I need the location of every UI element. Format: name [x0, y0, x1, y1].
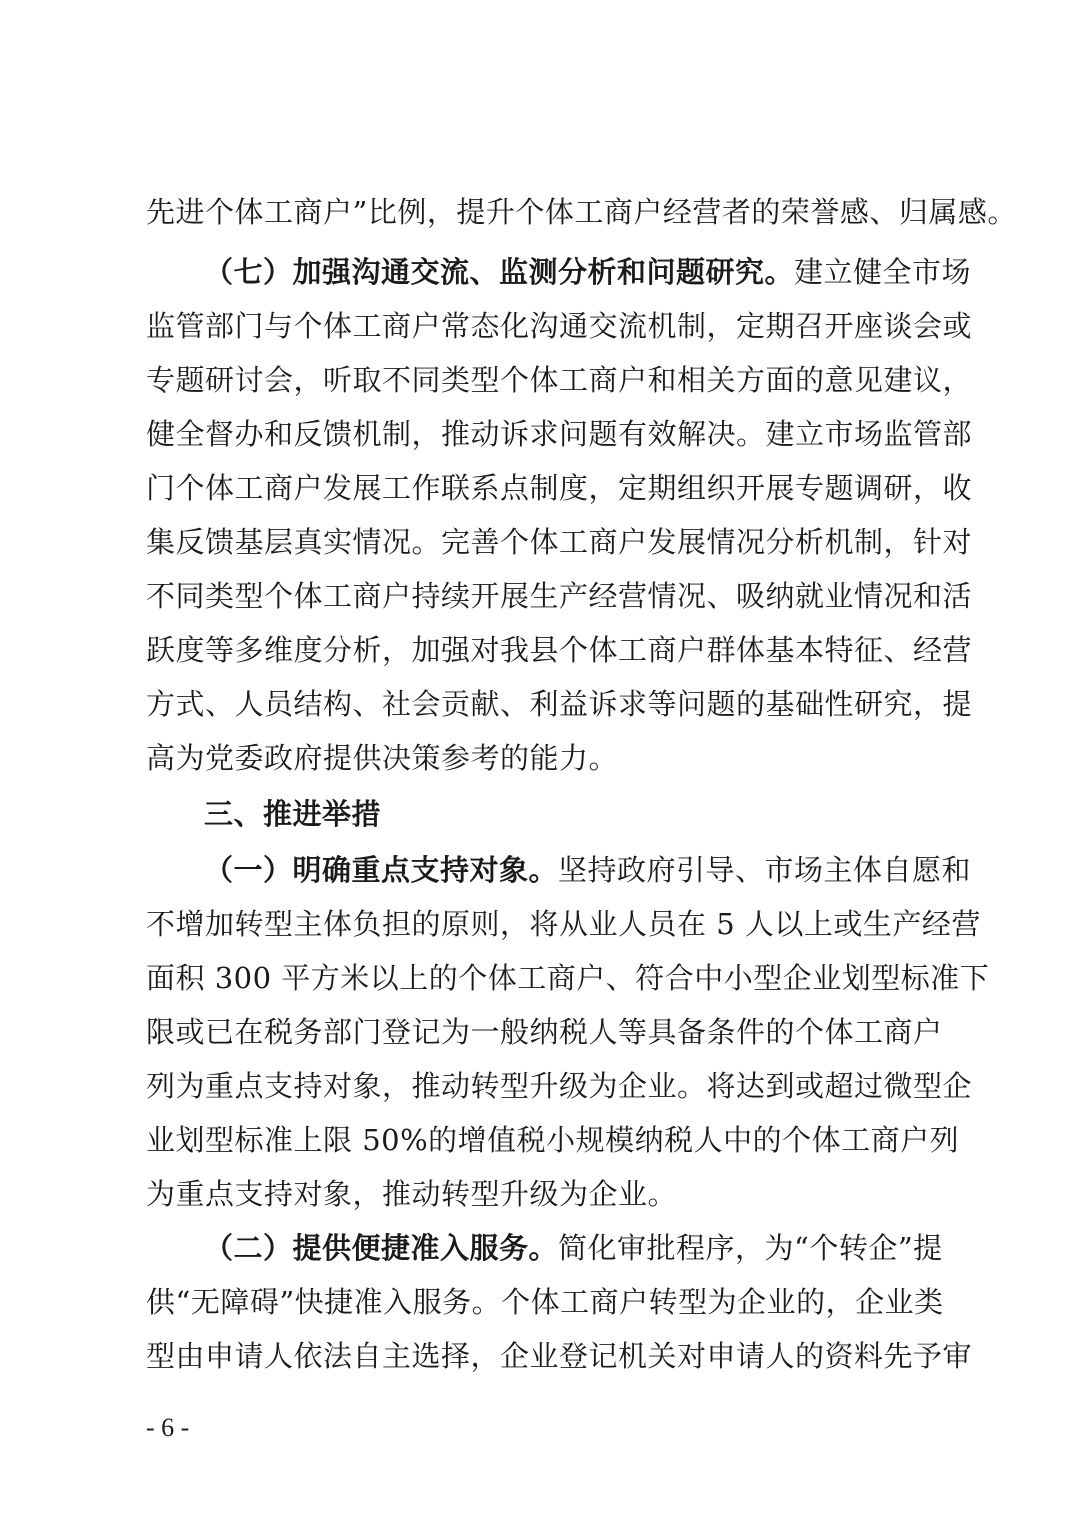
paragraph-line: [146, 1282, 944, 1322]
line-text: 限或已在税务部门登记为一般纳税人等具备条件的个体工商户: [146, 1015, 943, 1049]
line-text: 不同类型个体工商户持续开展生产经营情况、吸纳就业情况和活: [146, 579, 973, 613]
line-text: 不增加转型主体负担的原则，将从业人员在 5 人以上或生产经营: [146, 907, 981, 941]
paragraph-line: [146, 958, 990, 998]
paragraph-line: [146, 306, 973, 346]
paragraph-line: [146, 1012, 943, 1052]
line-text: 供“无障碍”快捷准入服务。个体工商户转型为企业的，企业类: [146, 1285, 944, 1319]
line-text: 跃度等多维度分析，加强对我县个体工商户群体基本特征、经营: [146, 633, 973, 667]
paragraph-line: [146, 1336, 973, 1376]
line-text: 健全督办和反馈机制，推动诉求问题有效解决。建立市场监管部: [146, 417, 973, 451]
paragraph-line: [204, 850, 972, 890]
paragraph-line: [146, 576, 973, 616]
line-text: 集反馈基层真实情况。完善个体工商户发展情况分析机制，针对: [146, 525, 973, 559]
line-text: 面积 300 平方米以上的个体工商户、符合中小型企业划型标准下: [146, 961, 990, 995]
paragraph-line: [204, 1228, 943, 1268]
line-text: 坚持政府引导、市场主体自愿和: [558, 853, 972, 887]
section-lead: （二）提供便捷准入服务。: [204, 1231, 559, 1265]
heading-text: 三、推进举措: [204, 797, 382, 831]
paragraph-line: [146, 414, 973, 454]
page-number: - 6 -: [146, 1413, 190, 1442]
line-text: 建立健全市场: [794, 255, 972, 289]
paragraph-line: [146, 630, 973, 670]
line-text: 专题研讨会，听取不同类型个体工商户和相关方面的意见建议，: [146, 363, 973, 397]
paragraph-line: [204, 252, 972, 292]
paragraph-line: [146, 468, 973, 508]
line-text: 为重点支持对象，推动转型升级为企业。: [146, 1177, 678, 1211]
paragraph-line: [146, 1174, 938, 1214]
line-text: 先进个体工商户”比例，提升个体工商户经营者的荣誉感、归属感。: [146, 195, 1017, 229]
section-lead: （七）加强沟通交流、监测分析和问题研究。: [204, 255, 795, 289]
line-text: 方式、人员结构、社会贡献、利益诉求等问题的基础性研究，提: [146, 687, 973, 721]
paragraph-line: [146, 522, 973, 562]
line-text: 型由申请人依法自主选择，企业登记机关对申请人的资料先予审: [146, 1339, 973, 1373]
line-text: 高为党委政府提供决策参考的能力。: [146, 741, 619, 775]
paragraph-line: [146, 684, 973, 724]
line-text: 门个体工商户发展工作联系点制度，定期组织开展专题调研，收: [146, 471, 973, 505]
line-text: 业划型标准上限 50%的增值税小规模纳税人中的个体工商户列: [146, 1123, 960, 1157]
line-text: 列为重点支持对象，推动转型升级为企业。将达到或超过微型企: [146, 1069, 973, 1103]
paragraph-line: [146, 738, 938, 778]
paragraph-line: [146, 1066, 973, 1106]
paragraph-line: [146, 360, 973, 400]
section-heading: [204, 794, 938, 834]
line-text: 简化审批程序，为“个转企”提: [558, 1231, 943, 1265]
paragraph-line: [146, 904, 981, 944]
paragraph-line: [146, 1120, 960, 1160]
line-text: 监管部门与个体工商户常态化沟通交流机制，定期召开座谈会或: [146, 309, 973, 343]
section-lead: （一）明确重点支持对象。: [204, 853, 559, 887]
paragraph-line: [146, 192, 1017, 232]
